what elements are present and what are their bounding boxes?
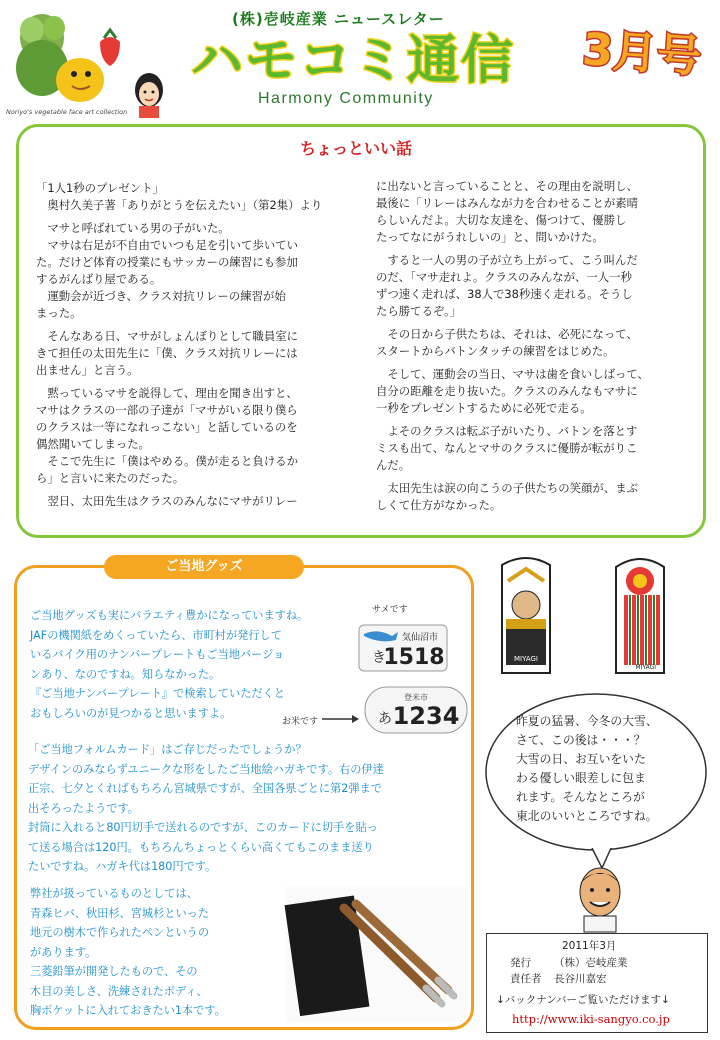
story-line: そんなある日、マサがしょんぼりとして職員室に bbox=[36, 329, 298, 343]
good-story-heading: ちょっといい話 bbox=[300, 139, 413, 158]
goods-line: 木目の美しさ、洗練されたボディ、 bbox=[30, 984, 208, 998]
goods-line: 正宗、七夕とくればもちろん宮城県ですが、全国各県ごとに第2弾まで bbox=[28, 782, 382, 795]
goods-line: 地元の樹木で作られたペンというの bbox=[30, 926, 210, 939]
story-line: た。だけど体育の授業にもサッカーの練習にも参加 bbox=[36, 255, 298, 269]
goods-line: ご当地グッズも実にバラエティ豊かになっていますね。 bbox=[30, 609, 309, 622]
story-line: 運動会が近づき、クラス対抗リレーの練習が始 bbox=[36, 289, 286, 303]
bubble-line: 昨夏の猛暑、今冬の大雪、 bbox=[516, 714, 658, 728]
plate1-number: 1518 bbox=[383, 645, 445, 670]
back-numbers-note: ↓バックナンバーご覧いただけます↓ bbox=[496, 994, 670, 1006]
plate2-kana: あ bbox=[378, 711, 392, 727]
story-line: スタートからバトンタッチの練習をはじめた。 bbox=[376, 344, 615, 358]
goods-line: デザインのみならずユニークな形をしたご当地絵ハガキです。右の伊達 bbox=[28, 762, 384, 776]
story-line: マサはクラスの一部の子達が「マサがいる限り僕ら bbox=[36, 403, 298, 417]
publish-date: 2011年3月 bbox=[562, 940, 617, 952]
bubble-line: わる優しい眼差しに包ま bbox=[516, 771, 646, 785]
story-line: きて担任の太田先生に「僕、クラス対抗リレーには bbox=[36, 346, 298, 360]
issue-text: 3月号 bbox=[580, 23, 703, 84]
goods-line: 青森ヒバ、秋田杉、宮城杉といった bbox=[30, 906, 210, 920]
goods-line: があります。 bbox=[30, 945, 97, 959]
story-line: 一秒をプレゼントするために必死で走る。 bbox=[376, 401, 592, 415]
story-line: たってなにがうれしいの」と、問いかけた。 bbox=[376, 230, 604, 244]
story-line: のだ、「マサ走れよ。クラスのみんなが、一人一秒 bbox=[376, 270, 632, 284]
story-line: んだ。 bbox=[376, 458, 411, 472]
local-goods-tab: ご当地グッズ bbox=[104, 555, 304, 579]
story-line: 黙っているマサを説得して、理由を聞き出すと、 bbox=[36, 386, 298, 400]
wooden-pens-image bbox=[286, 886, 466, 1022]
story-line: よそのクラスは転ぶ子がいたり、バトンを落とす bbox=[376, 424, 638, 438]
story-line: 偶然聞いてしまった。 bbox=[36, 437, 150, 451]
card2-label: MIYAGI bbox=[635, 664, 656, 671]
goods-text-plates bbox=[30, 606, 308, 723]
goods-line: 『ご当地ナンバープレート』で検索していただくと bbox=[30, 687, 285, 700]
author-portrait-icon bbox=[130, 68, 168, 118]
art-caption: Noriyo's vegetable face art collection bbox=[6, 108, 128, 116]
goods-line: て送る場合は120円。もちろんちょっとくらい高くてもこのまま送り bbox=[28, 840, 374, 854]
goods-line: たいですね。ハガキ代は180円です。 bbox=[28, 860, 217, 873]
story-line: するがんばり屋である。 bbox=[36, 272, 162, 286]
tanabata-formcard-image bbox=[612, 555, 668, 680]
issue-badge bbox=[578, 18, 706, 84]
goods-line: JAFの機関紙をめくっていたら、市町村が発行して bbox=[30, 628, 282, 642]
story-line: すると一人の男の子が立ち上がって、こう叫んだ bbox=[376, 253, 638, 267]
story-line: マサと呼ばれている男の子がいた。 bbox=[36, 221, 230, 235]
vegetable-face-art-image bbox=[8, 8, 136, 106]
story-line: 太田先生は涙の向こうの子供たちの笑顔が、まぶ bbox=[376, 481, 638, 495]
manager-row bbox=[510, 971, 607, 986]
story-line: 奥村久美子著「ありがとうを伝えたい」（第2集）より bbox=[36, 198, 323, 212]
goods-line: 三菱鉛筆が開発したもので、その bbox=[30, 965, 198, 978]
goods-line: 弊社が扱っているものとしては、 bbox=[30, 887, 198, 900]
story-line: ら」と言いに来たのだった。 bbox=[36, 471, 185, 485]
card1-label: MIYAGI bbox=[514, 655, 538, 663]
goods-text-formcard bbox=[28, 740, 384, 877]
issuer-value: （株）壱岐産業 bbox=[554, 957, 628, 969]
story-line: 翌日、太田先生はクラスのみんなにマサがリレー bbox=[36, 494, 298, 508]
story-line: に出ないと言っていることと、その理由を説明し、 bbox=[376, 179, 638, 193]
subtitle: Harmony Community bbox=[258, 90, 434, 107]
newsletter-title bbox=[190, 26, 516, 91]
story-line: らしいんだよ。大切な友達を、傷つけて、優勝し bbox=[376, 213, 627, 227]
plate1-kana: き bbox=[372, 650, 386, 666]
website-link[interactable]: http://www.iki-sangyo.co.jp bbox=[512, 1012, 670, 1026]
story-line: そして、運動会の当日、マサは歯を食いしばって、 bbox=[376, 367, 649, 381]
plate2-region: 登米市 bbox=[404, 693, 428, 702]
goods-line: 封筒に入れると80円切手で送れるのですが、このカードに切手を貼っ bbox=[28, 821, 378, 834]
company-line: (株)壱岐産業 ニュースレター bbox=[232, 10, 445, 28]
goods-line: 「ご当地フォルムカード」はご存じだったでしょうか？ bbox=[28, 743, 307, 756]
story-line: 出ません」と言う。 bbox=[36, 363, 139, 377]
goods-line: 出そろったようです。 bbox=[28, 801, 139, 815]
story-column-right bbox=[376, 178, 694, 514]
story-line: しくて仕方がなかった。 bbox=[376, 498, 502, 512]
story-line: マサは右足が不自由でいつも足を引いて歩いてい bbox=[36, 238, 298, 252]
bubble-line: さて、この後は・・・？ bbox=[516, 733, 646, 747]
goods-line: いるバイク用のナンバープレートもご当地バージョ bbox=[30, 648, 285, 661]
plate2-label: お米です bbox=[282, 717, 319, 727]
date-masamune-formcard-image bbox=[498, 555, 554, 680]
arrow-icon bbox=[322, 714, 360, 724]
bubble-text bbox=[516, 712, 696, 826]
bubble-line: 東北のいいところですね。 bbox=[516, 809, 658, 823]
bubble-line: 大雪の日、お互いをいた bbox=[516, 752, 646, 766]
story-line: 「1人1秒のプレゼント」 bbox=[36, 181, 164, 195]
goods-line: おもしろいのが見つかると思いますよ。 bbox=[30, 706, 232, 720]
president-portrait-icon bbox=[568, 862, 632, 932]
story-line: 自分の距離を走り抜いた。クラスのみんなもマサに bbox=[376, 384, 638, 398]
tome-number-plate-image bbox=[364, 686, 468, 734]
story-line: まった。 bbox=[36, 306, 82, 320]
story-line: のクラスは一等になれっこない」と話しているのを bbox=[36, 420, 298, 434]
issuer-row bbox=[510, 955, 628, 970]
plate1-region: 気仙沼市 bbox=[401, 633, 439, 643]
story-line: ミスも出て、なんとマサのクラスに優勝が転がりこ bbox=[376, 441, 638, 455]
bubble-line: れます。そんなところが bbox=[516, 790, 645, 804]
title-text: ハモコミ通信 bbox=[190, 31, 516, 91]
story-line: ずつ速く走れば、38人で38秒速く走れる。そうし bbox=[376, 287, 633, 301]
goods-text-pen bbox=[30, 884, 226, 1021]
goods-line: 胸ポケットに入れておきたい1本です。 bbox=[30, 1004, 226, 1017]
story-column-left bbox=[36, 180, 356, 510]
goods-line: ンあり、なのですね。知らなかった。 bbox=[30, 667, 221, 681]
plate1-label: サメです bbox=[372, 605, 408, 615]
story-line: そこで先生に「僕はやめる。僕が走ると負けるか bbox=[36, 454, 298, 468]
story-line: 最後に「リレーはみんなが力を合わせることが素晴 bbox=[376, 196, 638, 210]
manager-label: 責任者 bbox=[510, 973, 542, 985]
kesennuma-number-plate-image bbox=[358, 624, 448, 672]
issuer-label: 発行 bbox=[510, 957, 531, 969]
manager-value: 長谷川嘉宏 bbox=[554, 973, 607, 985]
story-line: たら勝てるぞ。」 bbox=[376, 304, 462, 318]
plate2-number: 1234 bbox=[392, 702, 460, 730]
story-line: その日から子供たちは、それは、必死になって、 bbox=[376, 327, 638, 341]
